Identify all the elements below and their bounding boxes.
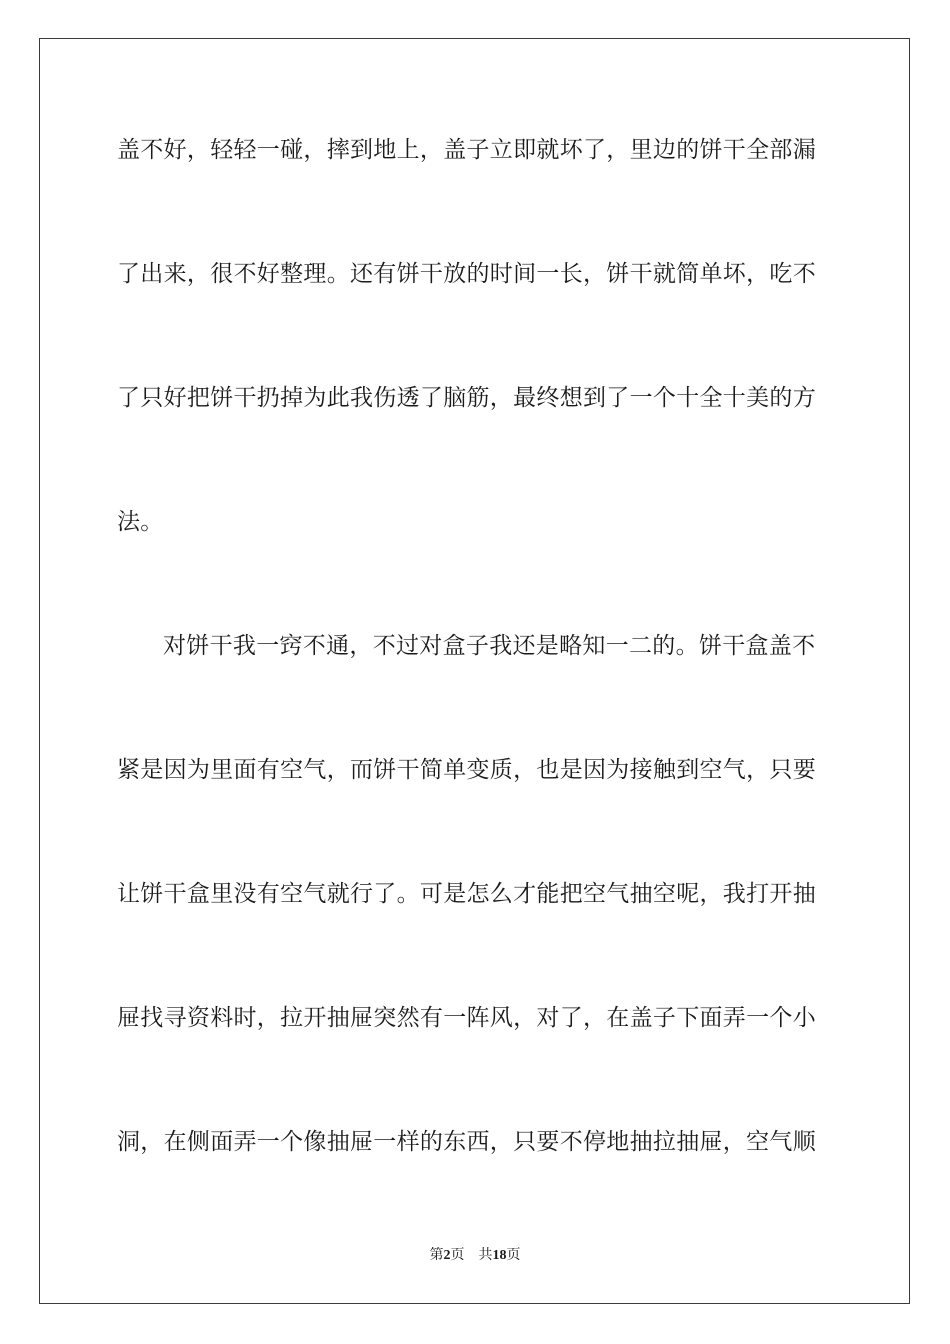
body-text-line-6: 紧是因为里面有空气，而饼干简单变质，也是因为接触到空气，只要 xyxy=(117,757,816,783)
body-text-line-1: 盖不好，轻轻一碰，摔到地上，盖子立即就坏了，里边的饼干全部漏 xyxy=(117,137,816,163)
page-prefix: 第 xyxy=(429,1248,444,1263)
total-suffix: 页 xyxy=(506,1248,521,1263)
page-number: 2 xyxy=(443,1248,451,1263)
body-text-line-5-paragraph-start: 对饼干我一窍不通，不过对盒子我还是略知一二的。饼干盒盖不 xyxy=(163,633,816,659)
page-border xyxy=(39,38,910,1304)
total-pages: 18 xyxy=(492,1248,507,1263)
body-text-line-8: 屉找寻资料时，拉开抽屉突然有一阵风，对了，在盖子下面弄一个小 xyxy=(117,1005,816,1031)
body-text-line-2: 了出来，很不好整理。还有饼干放的时间一长，饼干就简单坏，吃不 xyxy=(117,261,816,287)
body-text-line-4: 法。 xyxy=(117,509,164,535)
body-text-line-3: 了只好把饼干扔掉为此我伤透了脑筋，最终想到了一个十全十美的方 xyxy=(117,385,816,411)
body-text-line-9: 洞，在侧面弄一个像抽屉一样的东西，只要不停地抽拉抽屉，空气顺 xyxy=(117,1129,816,1155)
body-text-line-7: 让饼干盒里没有空气就行了。可是怎么才能把空气抽空呢，我打开抽 xyxy=(117,881,816,907)
page-suffix: 页 xyxy=(450,1248,465,1263)
total-prefix: 共 xyxy=(478,1248,493,1263)
page-footer xyxy=(0,1247,950,1265)
